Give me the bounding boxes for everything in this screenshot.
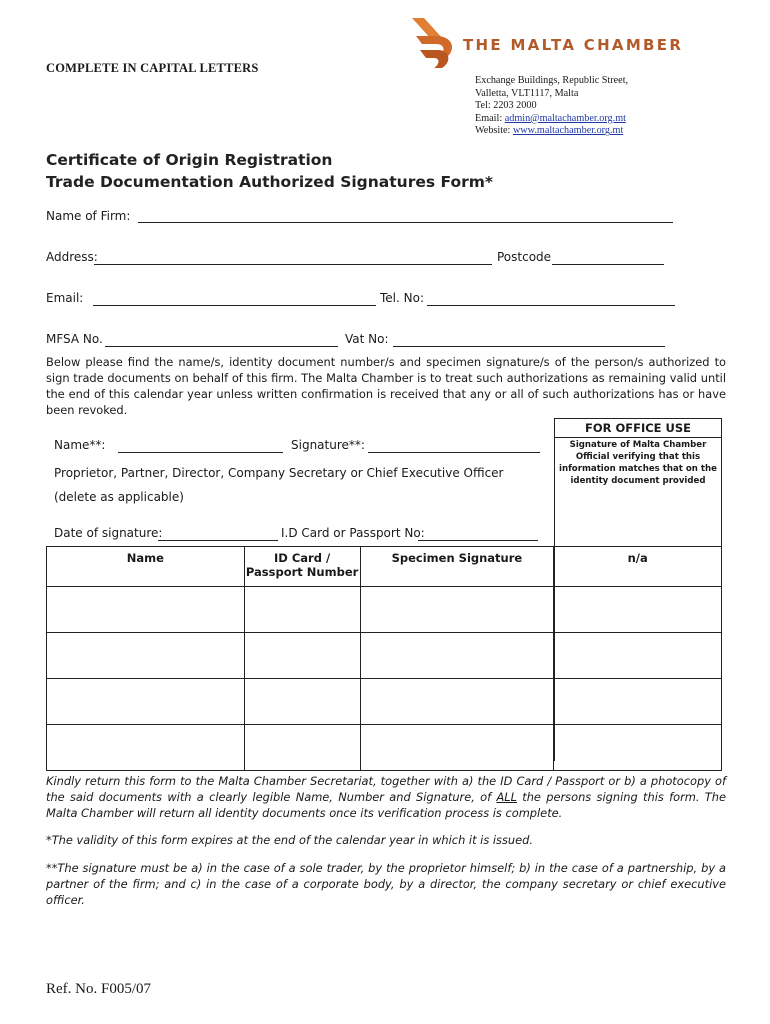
email-field-label: Email: xyxy=(46,291,84,305)
signatory-signature-label: Signature**: xyxy=(291,438,365,452)
table-header-row xyxy=(47,547,722,587)
table-row xyxy=(47,633,722,679)
id-cell[interactable] xyxy=(244,679,360,725)
signature-cell[interactable] xyxy=(360,587,554,633)
chamber-address-block xyxy=(475,75,628,138)
id-cell[interactable] xyxy=(244,587,360,633)
website-label: Website: xyxy=(475,125,511,137)
signatory-name-label: Name**: xyxy=(54,438,106,452)
mfsa-label: MFSA No. xyxy=(46,332,103,346)
id-card-input[interactable] xyxy=(418,529,538,541)
return-instructions xyxy=(46,773,726,821)
postcode-input[interactable] xyxy=(552,253,664,265)
office-use-divider xyxy=(555,437,721,438)
id-cell[interactable] xyxy=(244,725,360,771)
address-line-3: Tel: 2203 2000 xyxy=(475,100,537,112)
column-header-specimen-signature: Specimen Signature xyxy=(360,547,554,587)
mfsa-input[interactable] xyxy=(105,335,338,347)
return-text-1: Kindly return this form to the Malta Chamber Secretariat, together with a) the ID Card / Passport or b) a photocopy of the said documents with a clearly legible Name, Number and Signature, of xyxy=(46,774,726,804)
tel-label: Tel. No: xyxy=(380,291,424,305)
office-cell xyxy=(554,725,722,771)
date-of-signature-input[interactable] xyxy=(158,529,278,541)
tel-input[interactable] xyxy=(427,294,675,306)
chamber-email-link[interactable]: admin@maltachamber.org.mt xyxy=(504,112,626,124)
signatory-role-text: Proprietor, Partner, Director, Company Secretary or Chief Executive Officer (delete as applicable) xyxy=(54,466,504,504)
return-text-all: ALL xyxy=(496,790,517,804)
office-cell xyxy=(554,679,722,725)
signature-cell[interactable] xyxy=(360,725,554,771)
form-title-line-2: Trade Documentation Authorized Signatures Form* xyxy=(46,173,493,191)
column-header-name: Name xyxy=(47,547,245,587)
signature-cell[interactable] xyxy=(360,679,554,725)
column-header-na: n/a xyxy=(554,547,722,587)
reference-number: Ref. No. F005/07 xyxy=(46,981,151,997)
office-use-description: Signature of Malta Chamber Official verifying that this information matches that on the identity document provided xyxy=(559,440,717,486)
address-line-2: Valletta, VLT1117, Malta xyxy=(475,87,579,99)
column-header-id: ID Card / Passport Number xyxy=(244,547,360,587)
name-cell[interactable] xyxy=(47,679,245,725)
name-cell[interactable] xyxy=(47,633,245,679)
form-title-line-1: Certificate of Origin Registration xyxy=(46,151,333,169)
firm-name-input[interactable] xyxy=(138,211,673,223)
signature-note: **The signature must be a) in the case of a sole trader, by the proprietor himself; b) in the case of a partnership, by a partner of the firm; and c) in the case of a corporate body, by a director, the company secretary or chief executive officer. xyxy=(46,861,726,907)
date-of-signature-label: Date of signature: xyxy=(54,526,163,540)
organisation-name: THE MALTA CHAMBER xyxy=(463,36,684,54)
table-row xyxy=(47,725,722,771)
table-row xyxy=(47,587,722,633)
email-input[interactable] xyxy=(93,294,376,306)
table-row xyxy=(47,679,722,725)
id-card-label: I.D Card or Passport No: xyxy=(281,526,425,540)
address-input[interactable] xyxy=(94,253,492,265)
chamber-website-link[interactable]: www.maltachamber.org.mt xyxy=(512,125,624,137)
address-line-1: Exchange Buildings, Republic Street, xyxy=(475,75,629,86)
specimen-signature-table xyxy=(46,546,722,771)
validity-note: *The validity of this form expires at the end of the calendar year in which it is issued. xyxy=(46,833,533,847)
signatory-signature-input[interactable] xyxy=(368,441,540,453)
name-cell[interactable] xyxy=(47,587,245,633)
email-label: Email: xyxy=(475,112,503,124)
signatory-name-input[interactable] xyxy=(118,441,283,453)
form-title xyxy=(46,149,493,193)
office-use-title: FOR OFFICE USE xyxy=(584,421,692,435)
id-cell[interactable] xyxy=(244,633,360,679)
postcode-label: Postcode xyxy=(497,250,552,264)
address-label: Address: xyxy=(46,250,98,264)
vat-label: Vat No: xyxy=(345,332,389,346)
firm-name-label: Name of Firm: xyxy=(46,209,131,223)
signature-cell[interactable] xyxy=(360,633,554,679)
return-text-2: the persons signing this form. The Malta Chamber will return all identity documents once its verification process is complete. xyxy=(46,790,726,820)
firm-name-row xyxy=(46,209,130,223)
office-cell xyxy=(554,587,722,633)
office-cell xyxy=(554,633,722,679)
vat-input[interactable] xyxy=(393,335,665,347)
intro-paragraph: Below please find the name/s, identity document number/s and specimen signature/s of the person/s authorized to sign trade documents on behalf of this firm. The Malta Chamber is to treat such authorizations as remaining valid until the end of this calendar year unless written confirmation is received that any or all of such authorizations has or have been revoked. xyxy=(46,355,726,417)
capital-letters-instruction: COMPLETE IN CAPITAL LETTERS xyxy=(46,61,259,75)
name-cell[interactable] xyxy=(47,725,245,771)
